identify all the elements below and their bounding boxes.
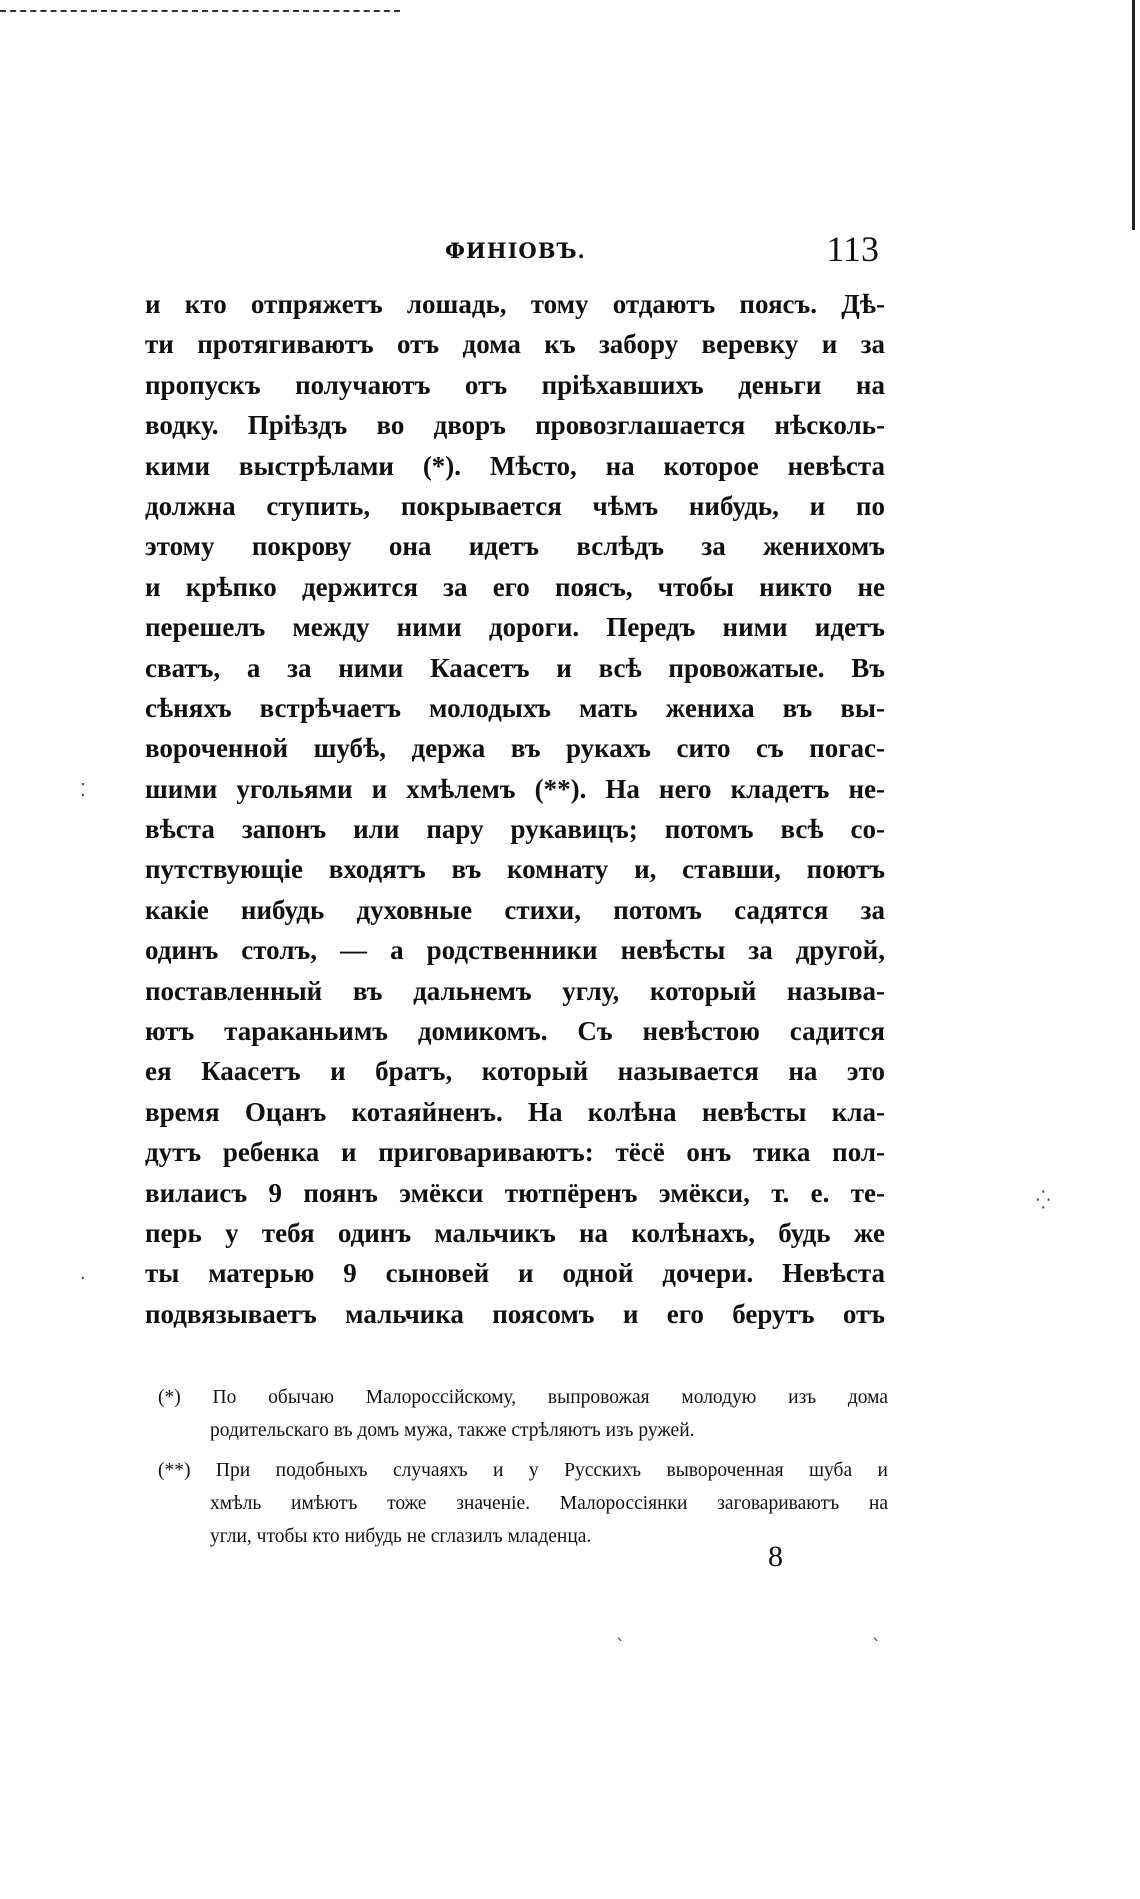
signature-mark: 8 xyxy=(768,1540,783,1573)
text-line: время Оцанъ котаяйненъ. На колѣна невѣсты кла- xyxy=(145,1096,885,1127)
text-line: ютъ тараканьимъ домикомъ. Съ невѣстою садится xyxy=(145,1016,885,1047)
text-line: перь у тебя одинъ мальчикъ на колѣнахъ, будь же xyxy=(145,1217,885,1248)
text-line: пропускъ получаютъ отъ пріѣхавшихъ деньги на xyxy=(145,369,885,400)
footnotes xyxy=(158,1381,888,1553)
scan-speck: ˋ xyxy=(616,1636,625,1657)
page-number: 113 xyxy=(826,229,879,269)
text-line: шими угольями и хмѣлемъ (**). На него кладетъ не- xyxy=(145,773,885,804)
top-scan-rule xyxy=(0,10,400,12)
footnote-2-line: угли, чтобы кто нибудь не сглазилъ младенца. xyxy=(210,1526,592,1547)
text-line: ты матерью 9 сыновей и одной дочери. Невѣста xyxy=(145,1258,885,1289)
footnote-2-line: хмѣль имѣютъ тоже значеніе. Малороссіянки заговариваютъ на xyxy=(210,1493,888,1514)
text-line: сѣняхъ встрѣчаетъ молодыхъ мать жениха въ вы- xyxy=(145,692,885,723)
text-line: должна ступить, покрывается чѣмъ нибудь, и по xyxy=(145,490,885,521)
text-line: вѣста запонъ или пару рукавицъ; потомъ всѣ со- xyxy=(145,814,885,845)
text-line: подвязываетъ мальчика поясомъ и его берутъ отъ xyxy=(145,1298,885,1329)
scan-speck: ⁚ xyxy=(80,780,86,801)
scan-speck: · xyxy=(80,1268,86,1289)
scan-speck: ⁛ xyxy=(1036,1190,1051,1211)
text-line: и кто отпряжетъ лошадь, тому отдаютъ поясъ. Дѣ- xyxy=(145,289,885,319)
text-line: кими выстрѣлами (*). Мѣсто, на которое невѣста xyxy=(145,450,885,481)
footnote-2-line: (**) При подобныхъ случаяхъ и у Русскихъ вывороченная шуба и xyxy=(158,1460,888,1481)
text-line: и крѣпко держится за его поясъ, чтобы никто не xyxy=(145,571,885,602)
footnote-1-line: родительскаго въ домъ мужа, также стрѣляютъ изъ ружей. xyxy=(210,1420,695,1441)
text-line: сватъ, а за ними Каасетъ и всѣ провожатые. Въ xyxy=(145,652,885,683)
text-line: какіе нибудь духовные стихи, потомъ садятся за xyxy=(145,894,885,925)
body-text xyxy=(145,284,885,1334)
scan-speck: ˋ xyxy=(872,1636,881,1657)
text-line: этому покрову она идетъ вслѣдъ за женихомъ xyxy=(145,531,885,562)
footnote-1-line: (*) По обычаю Малороссійскому, выпровожая молодую изъ дома xyxy=(158,1387,888,1408)
text-line: одинъ столъ, — а родственники невѣсты за другой, xyxy=(145,935,885,966)
text-line: вороченной шубѣ, держа въ рукахъ сито съ погас- xyxy=(145,733,885,764)
text-line: дутъ ребенка и приговариваютъ: тёсё онъ тика пол- xyxy=(145,1137,885,1168)
right-scan-edge xyxy=(1132,0,1135,230)
text-line: вилаисъ 9 поянъ эмёкси тютпёренъ эмёкси, т. е. те- xyxy=(145,1177,885,1208)
text-line: путствующіе входятъ въ комнату и, ставши, поютъ xyxy=(145,854,885,885)
text-line: поставленный въ дальнемъ углу, который называ- xyxy=(145,975,885,1006)
text-line: ея Каасетъ и братъ, который называется на это xyxy=(145,1056,885,1087)
running-head-title: ФИНІОВЪ. xyxy=(445,238,586,263)
text-line: перешелъ между ними дороги. Передъ ними идетъ xyxy=(145,612,885,643)
text-line: ти протягиваютъ отъ дома къ забору веревку и за xyxy=(145,329,885,360)
text-line: водку. Пріѣздъ во дворъ провозглашается нѣсколь- xyxy=(145,410,885,441)
running-head xyxy=(145,229,885,272)
